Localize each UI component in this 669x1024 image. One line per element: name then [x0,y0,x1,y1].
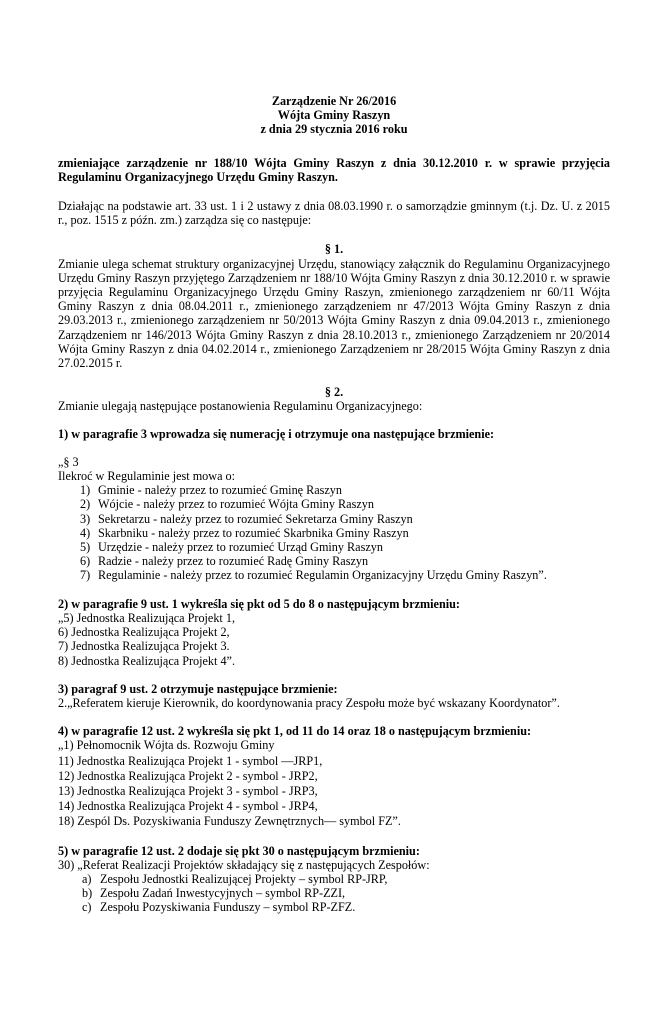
section-1-heading: § 1. [324,242,344,257]
list-item: 13) Jednostka Realizująca Projekt 3 - symbol - JRP3, [58,783,318,798]
change-1-lead: Ilekroć w Regulaminie jest mowa o: [58,469,236,484]
change-3-text: 2.„Referatem kieruje Kierownik, do koordynowania pracy Zespołu może być wskazany Koordynator”. [58,695,560,710]
list-item: 3) Sekretarzu - należy przez to rozumieć Sekretarza Gminy Raszyn [80,511,413,526]
definitions-list [58,483,610,582]
section-2-intro: Zmianie ulegają następujące postanowienia Regulaminu Organizacyjnego: [58,399,423,414]
list-item: 6) Jednostka Realizująca Projekt 2, [58,625,230,640]
document-issuer: Wójta Gminy Raszyn [277,108,391,123]
document-date: z dnia 29 stycznia 2016 roku [260,122,408,137]
document-header [58,94,610,137]
list-item: 18) Zespól Ds. Pozyskiwania Funduszy Zewnętrznych— symbol FZ”. [58,814,401,829]
change-1-title: 1) w paragrafie 3 wprowadza się numerację i otrzymuje ona następujące brzmienie: [58,426,495,441]
list-item: 7) Regulaminie - należy przez to rozumieć Regulamin Organizacyjny Urzędu Gminy Raszyn”. [80,568,547,583]
teams-list [58,872,610,915]
list-item: 8) Jednostka Realizująca Projekt 4”. [58,653,235,668]
document-page [58,94,610,915]
list-item: a) Zespołu Jednostki Realizującej Projekty – symbol RP-JRP, [82,871,388,886]
list-item: b) Zespołu Zadań Inwestycyjnych – symbol RP-ZZI, [82,886,346,901]
list-item: 12) Jednostka Realizująca Projekt 2 - symbol - JRP2, [58,768,318,783]
list-item: 5) Urzędzie - należy przez to rozumieć Urząd Gminy Raszyn [80,540,383,555]
change-1-paragraph-open: „§ 3 [58,454,79,469]
list-item: 2) Wójcie - należy przez to rozumieć Wójta Gminy Raszyn [80,497,374,512]
change-5-title: 5) w paragrafie 12 ust. 2 dodaje się pkt 30 o następującym brzmieniu: [58,843,420,858]
legal-basis: Działając na podstawie art. 33 ust. 1 i 2 ustawy z dnia 08.03.1990 r. o samorządzie gminnym (t.j. Dz. U. z 2015 r., poz. 1515 z późn. zm.) zarządza się co następuje: [58,199,610,228]
document-subject: zmieniające zarządzenie nr 188/10 Wójta Gminy Raszyn z dnia 30.12.2010 r. w sprawie przyjęcia Regulaminu Organizacyjnego Urzędu Gminy Raszyn. [58,155,610,184]
change-4-title: 4) w paragrafie 12 ust. 2 wykreśla się pkt 1, od 11 do 14 oraz 18 o następującym brzmieniu: [58,724,532,739]
list-item: 4) Skarbniku - należy przez to rozumieć Skarbnika Gminy Raszyn [80,525,409,540]
change-5-lead: 30) „Referat Realizacji Projektów składający się z następujących Zespołów: [58,857,430,872]
list-item: c) Zespołu Pozyskiwania Funduszy – symbol RP-ZFZ. [82,900,356,915]
list-item: „1) Pełnomocnik Wójta ds. Rozwoju Gminy [58,738,275,753]
list-item: 6) Radzie - należy przez to rozumieć Radę Gminy Raszyn [80,554,369,569]
list-item: 7) Jednostka Realizująca Projekt 3. [58,639,230,654]
list-item: „5) Jednostka Realizująca Projekt 1, [58,610,235,625]
document-title: Zarządzenie Nr 26/2016 [271,94,397,108]
list-item: 1) Gminie - należy przez to rozumieć Gminę Raszyn [80,483,342,498]
list-item: 14) Jednostka Realizująca Projekt 4 - symbol - JRP4, [58,799,318,814]
section-1-text: Zmianie ulega schemat struktury organizacyjnej Urzędu, stanowiący załącznik do Regulaminu Organizacyjnego Urzędu Gminy Raszyn przyjętego Zarządzeniem nr 188/10 Wójta Gminy Raszyn z dnia 30.12.2010 r. w sprawie przyjęcia Regulaminu Organizacyjnego Urzędu Gminy Raszyn, zmienionego zarządzeniem nr 60/11 Wójta Gminy Raszyn z dnia 08.04.2011 r., zmienionego zarządzeniem nr 47/2013 Wójta Gminy Raszyn z dnia 29.03.2013 r., zmienionego zarządzeniem nr 50/2013 Wójta Gminy Raszyn z dnia 09.04.2013 r., zmienionego Zarządzeniem nr 146/2013 Wójta Gminy Raszyn z dnia 28.10.2013 r., zmienionego Zarządzeniem nr 20/2014 Wójta Gminy Raszyn z dnia 04.02.2014 r., zmienionego Zarządzeniem nr 28/2015 Wójta Gminy Raszyn z dnia 27.02.2015 r. [58,256,610,371]
change-2-title: 2) w paragrafie 9 ust. 1 wykreśla się pkt od 5 do 8 o następującym brzmieniu: [58,596,460,611]
list-item: 11) Jednostka Realizująca Projekt 1 - symbol —JRP1, [58,753,323,768]
section-2-heading: § 2. [324,385,344,400]
change-3-title: 3) paragraf 9 ust. 2 otrzymuje następujące brzmienie: [58,681,338,696]
